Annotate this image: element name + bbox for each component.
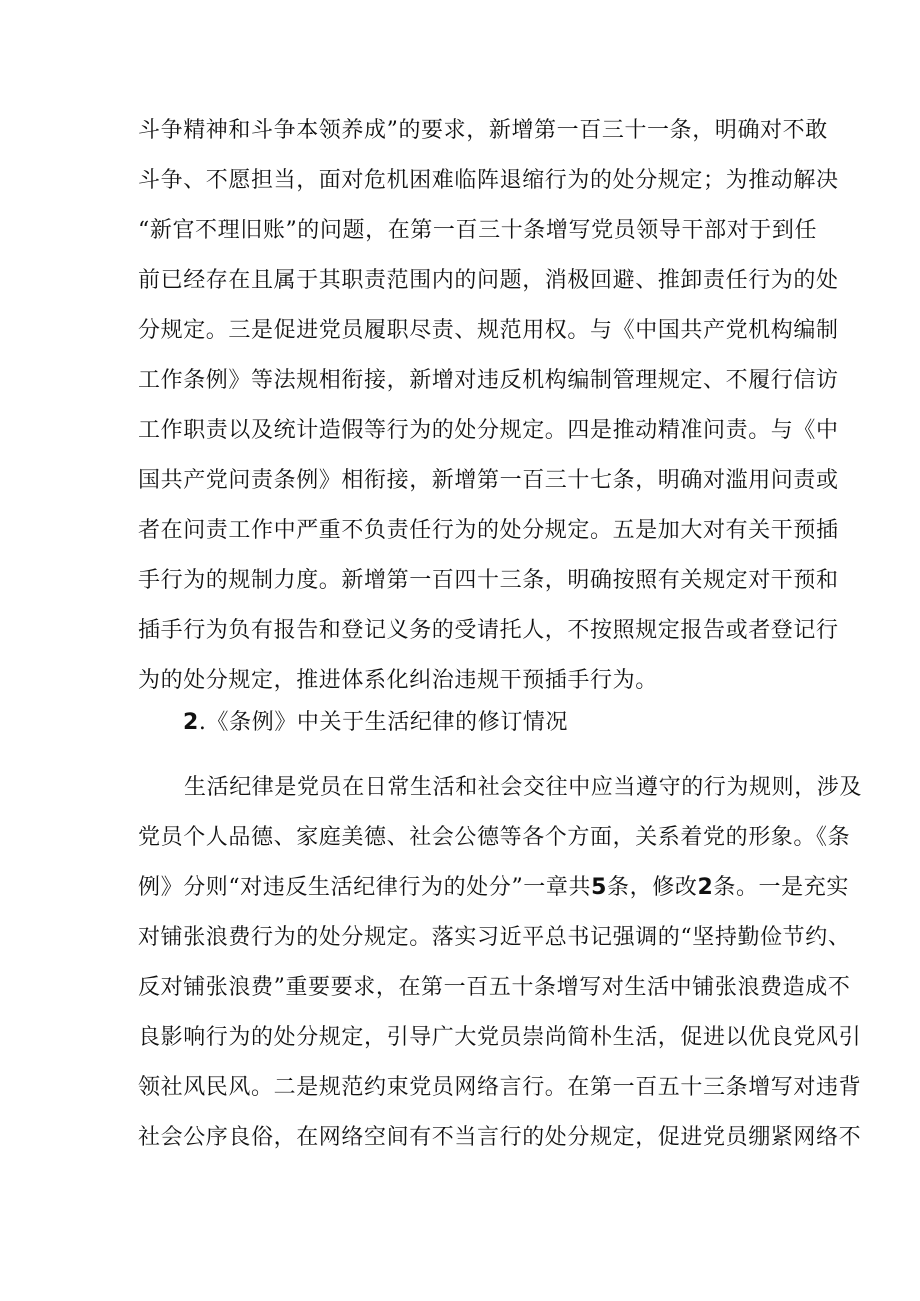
paragraph-1 (138, 106, 839, 706)
article-count: 5 (591, 875, 608, 900)
paragraph-line: 社会公序良俗，在网络空间有不当言行的处分规定，促进党员绷紧网络不 (138, 1125, 862, 1150)
paragraph-first-line: 生活纪律是党员在日常生活和社会交往中应当遵守的行为规则，涉及 (184, 775, 863, 800)
paragraph-line: 党员个人品德、家庭美德、社会公德等各个方面，关系着党的形象。《条 (138, 825, 851, 850)
paragraph-line: 斗争、不愿担当，面对危机困难临阵退缩行为的处分规定；为推动解决 (138, 168, 839, 193)
paragraph-line: 工作条例》等法规相衔接，新增对违反机构编制管理规定、不履行信访 (138, 368, 839, 393)
paragraph-line: 反对铺张浪费”重要要求，在第一百五十条增写对生活中铺张浪费造成不 (138, 975, 851, 1000)
paragraph-line: “新官不理旧账”的问题，在第一百三十条增写党员领导干部对于到任 (138, 218, 818, 243)
paragraph-line: 良影响行为的处分规定，引导广大党员崇尚简朴生活，促进以优良党风引 (138, 1025, 862, 1050)
paragraph-line: 对铺张浪费行为的处分规定。落实习近平总书记强调的“坚持勤俭节约、 (138, 925, 851, 950)
amended-count: 2 (697, 875, 714, 900)
paragraph-line: 为的处分规定，推进体系化纠治违规干预插手行为。 (138, 668, 658, 693)
paragraph-line: 国共产党问责条例》相衔接，新增第一百三十七条，明确对滥用问责或 (138, 468, 839, 493)
paragraph-line: 工作职责以及统计造假等行为的处分规定。四是推动精准问责。与《中 (138, 418, 839, 443)
section-heading (183, 698, 568, 748)
paragraph-2 (138, 763, 863, 1163)
section-number: 2 (183, 710, 199, 735)
paragraph-line: 插手行为负有报告和登记义务的受请托人，不按照规定报告或者登记行 (138, 618, 839, 643)
paragraph-line: 领社风民风。二是规范约束党员网络言行。在第一百五十三条增写对违背 (138, 1075, 862, 1100)
paragraph-line: 斗争精神和斗争本领养成”的要求，新增第一百三十一条，明确对不敢 (138, 118, 828, 143)
paragraph-line: 手行为的规制力度。新增第一百四十三条，明确按照有关规定对干预和 (138, 568, 839, 593)
text-fragment: 条，修改 (607, 875, 698, 900)
section-heading-text: .《条例》中关于生活纪律的修订情况 (198, 710, 569, 735)
paragraph-line: 分规定。三是促进党员履职尽责、规范用权。与《中国共产党机构编制 (138, 318, 839, 343)
text-fragment: 例》分则“对违反生活纪律行为的处分”一章共 (138, 875, 592, 900)
paragraph-line: 前已经存在且属于其职责范围内的问题，消极回避、推卸责任行为的处 (138, 268, 839, 293)
text-fragment: 条。一是充实 (713, 875, 849, 900)
paragraph-line (138, 863, 849, 913)
paragraph-line: 者在问责工作中严重不负责任行为的处分规定。五是加大对有关干预插 (138, 518, 839, 543)
